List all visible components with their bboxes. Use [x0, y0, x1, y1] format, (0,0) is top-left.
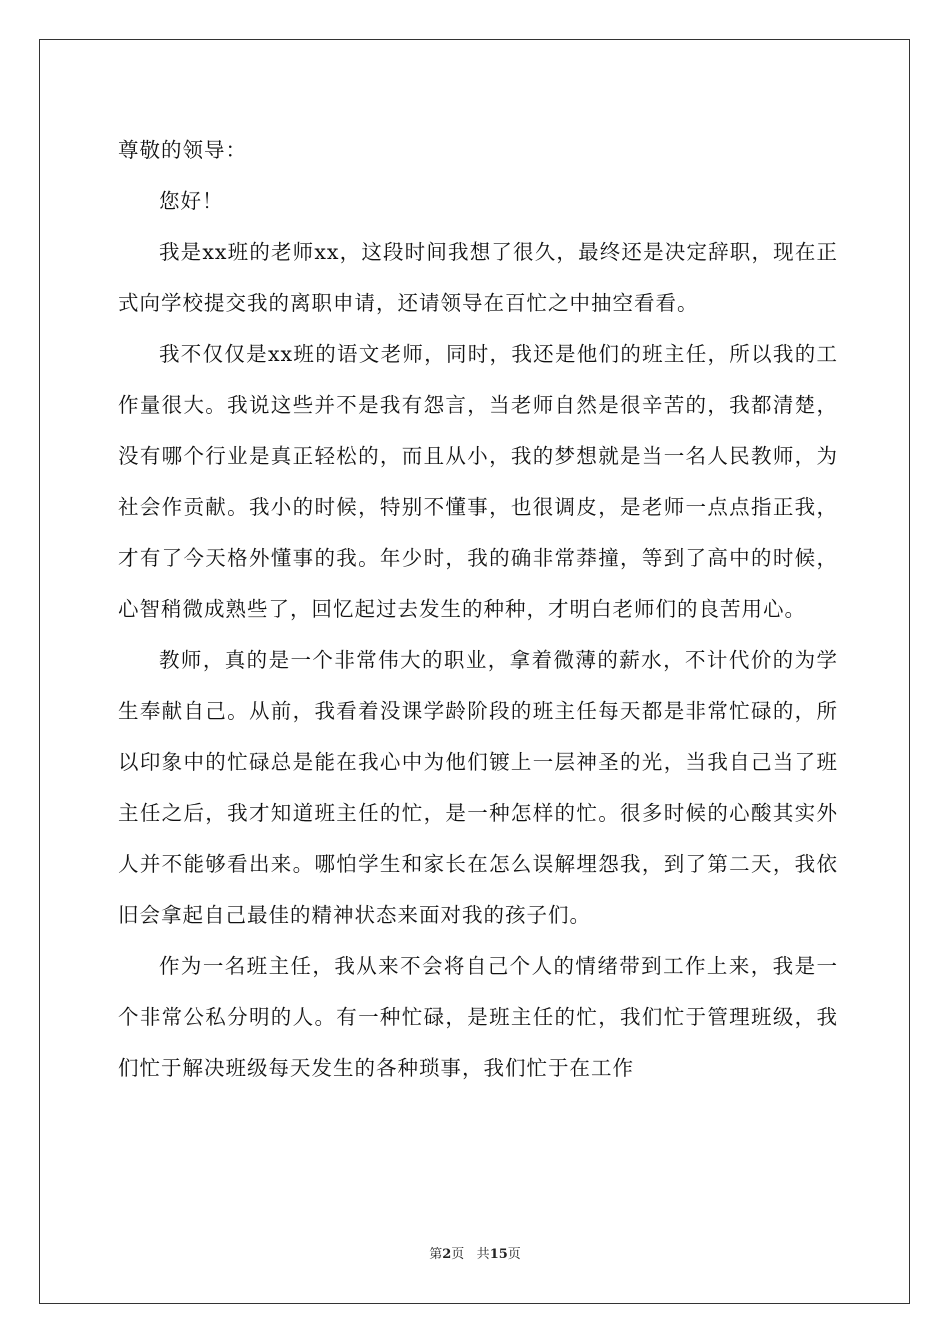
page-footer: [0, 1246, 950, 1264]
greeting: 您好！: [159, 189, 224, 213]
total-suffix: 页: [507, 1247, 521, 1262]
salutation: 尊敬的领导：: [118, 138, 247, 162]
paragraph: 教师，真的是一个非常伟大的职业，拿着微薄的薪水，不计代价的为学生奉献自己。从前，我看着没课学龄阶段的班主任每天都是非常忙碌的，所以印象中的忙碌总是能在我心中为他们镀上一层神圣的光，当我自己当了班主任之后，我才知道班主任的忙，是一种怎样的忙。很多时候的心酸其实外人并不能够看出来。哪怕学生和家长在怎么误解埋怨我，到了第二天，我依旧会拿起自己最佳的精神状态来面对我的孩子们。: [118, 648, 838, 927]
paragraph: 我是xx班的老师xx，这段时间我想了很久，最终还是决定辞职，现在正式向学校提交我的离职申请，还请领导在百忙之中抽空看看。: [118, 240, 838, 315]
page-prefix: 第: [429, 1247, 443, 1262]
page-number: 2: [442, 1247, 452, 1262]
paragraph: 我不仅仅是xx班的语文老师，同时，我还是他们的班主任，所以我的工作量很大。我说这些并不是我有怨言，当老师自然是很辛苦的，我都清楚，没有哪个行业是真正轻松的，而且从小，我的梦想就是当一名人民教师，为社会作贡献。我小的时候，特别不懂事，也很调皮，是老师一点点指正我，才有了今天格外懂事的我。年少时，我的确非常莽撞，等到了高中的时候，心智稍微成熟些了，回忆起过去发生的种种，才明白老师们的良苦用心。: [118, 342, 838, 621]
total-prefix: 共: [476, 1247, 490, 1262]
total-pages: 15: [489, 1247, 508, 1262]
letter-body: [118, 125, 838, 1094]
paragraph: 作为一名班主任，我从来不会将自己个人的情绪带到工作上来，我是一个非常公私分明的人。有一种忙碌，是班主任的忙，我们忙于管理班级，我们忙于解决班级每天发生的各种琐事，我们忙于在工作: [118, 954, 838, 1080]
page-suffix: 页: [451, 1247, 465, 1262]
